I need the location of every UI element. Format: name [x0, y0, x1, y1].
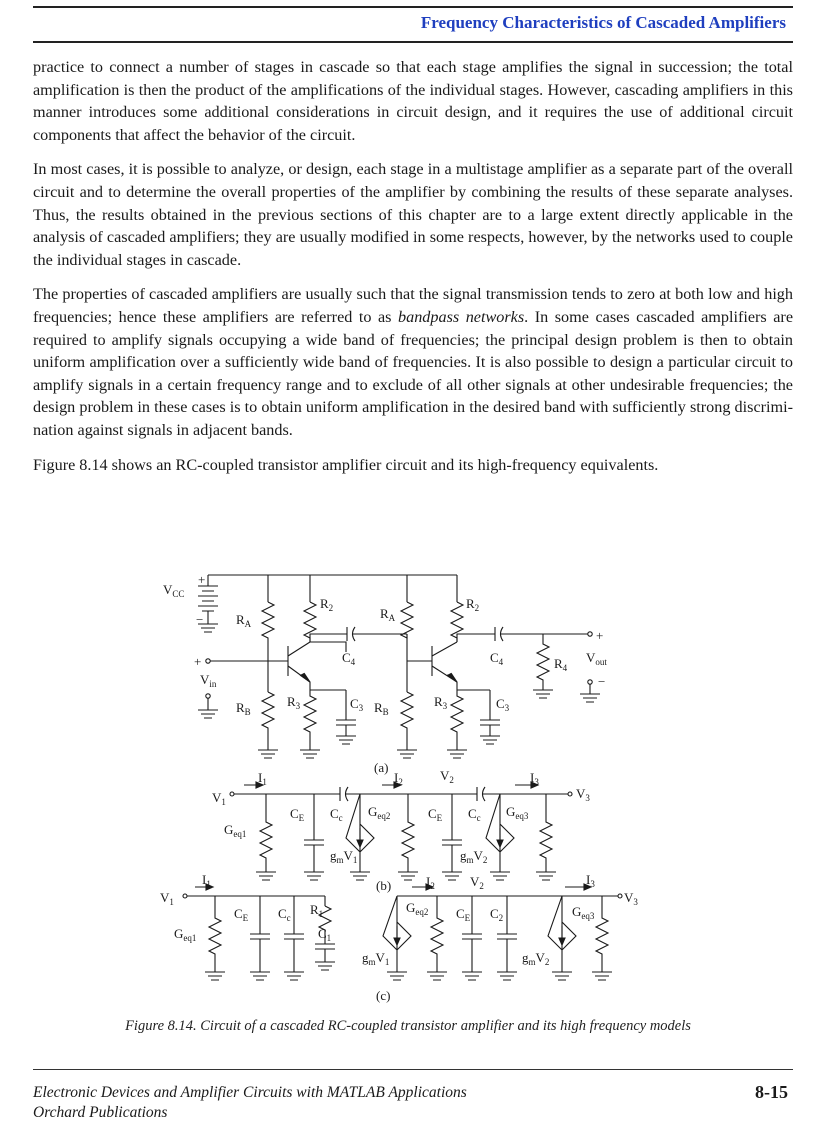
label-b-i3: $I_3$ [530, 770, 539, 787]
label-c-geq3: $G_{eq3}$ [572, 904, 595, 921]
label-vin: $V_{in}$ [200, 672, 217, 689]
label-vcc: $V_{CC}$ [163, 582, 185, 599]
label-r3-2: $R_3$ [434, 694, 448, 711]
label-c4-1: $C_4$ [342, 650, 356, 667]
label-c-c1: $C_1$ [318, 926, 332, 943]
label-r2-2: $R_2$ [466, 596, 480, 613]
label-b-geq3: $G_{eq3}$ [506, 804, 529, 821]
running-header-title: Frequency Characteristics of Cascaded Amplifiers [420, 13, 786, 32]
label-b-v1: $V_1$ [212, 790, 226, 807]
circuit-diagram [150, 572, 650, 1012]
label-in-plus: + [194, 654, 202, 669]
label-r3-1: $R_3$ [287, 694, 301, 711]
label-c-i1: $I_1$ [202, 872, 211, 889]
label-c-ce1: $C_E$ [234, 906, 249, 923]
label-b-cc1: $C_c$ [330, 806, 343, 823]
label-ra-2: $R_A$ [380, 606, 396, 623]
label-b-gmv2: $g_mV_2$ [460, 848, 488, 865]
label-c-r1: $R_1$ [310, 902, 324, 919]
label-c-geq2: $G_{eq2}$ [406, 900, 429, 917]
label-vcc-minus: − [196, 612, 204, 627]
figure-8-14 [150, 572, 650, 1012]
label-b-v3: $V_3$ [576, 786, 590, 803]
paragraph-4: Figure 8.14 shows an RC-coupled transistor amplifier circuit and its high-frequency equivalents. [33, 455, 659, 474]
label-vcc-plus: + [198, 572, 206, 587]
label-part-b: (b) [376, 878, 392, 893]
footer-rule [33, 1069, 793, 1070]
label-c3-2: $C_3$ [496, 696, 510, 713]
body-text [33, 56, 793, 488]
label-b-ce1: $C_E$ [290, 806, 305, 823]
label-b-cc2: $C_c$ [468, 806, 481, 823]
circuit-b [230, 785, 572, 880]
label-c-i3: $I_3$ [586, 872, 595, 889]
label-c3-1: $C_3$ [350, 696, 364, 713]
figure-caption: Figure 8.14. Circuit of a cascaded RC-coupled transistor amplifier and its high frequency models [125, 1018, 691, 1034]
label-c4-2: $C_4$ [490, 650, 504, 667]
label-b-i2: $I_2$ [394, 770, 403, 787]
label-ra-1: $R_A$ [236, 612, 252, 629]
label-b-v2: $V_2$ [440, 768, 454, 785]
label-b-gmv1: $g_mV_1$ [330, 848, 358, 865]
label-out-minus: − [598, 674, 606, 689]
footer-book-info [33, 1083, 467, 1123]
label-c-cc: $C_c$ [278, 906, 291, 923]
circuit-a [198, 575, 600, 758]
label-vout: $V_{out}$ [586, 650, 607, 667]
header-rule [33, 41, 793, 43]
paragraph-1: practice to connect a number of stages in cascade so that each stage amplifies the signal in succession; the total amplification is then the product of the amplifications of the individual stages. However, cascading amplifiers in this manner introduces some additional considerations in circuit design, and it requires the use of additional circuit components that affect the behavior of the circuit. [33, 58, 793, 144]
label-c-v2: $V_2$ [470, 874, 484, 891]
footer-book-title: Electronic Devices and Amplifier Circuits with MATLAB Applications [33, 1084, 467, 1101]
paragraph-3 [33, 283, 793, 441]
footer-publisher: Orchard Publications [33, 1104, 168, 1121]
label-c-gmv2: $g_mV_2$ [522, 950, 550, 967]
label-rb-2: $R_B$ [374, 700, 389, 717]
label-c-geq1: $G_{eq1}$ [174, 926, 197, 943]
label-c-ce2: $C_E$ [456, 906, 471, 923]
label-out-plus: + [596, 628, 604, 643]
label-b-ce2: $C_E$ [428, 806, 443, 823]
circuit-c [183, 887, 622, 980]
bandpass-term: bandpass networks [398, 307, 525, 326]
top-rule [33, 6, 793, 8]
paragraph-2: In most cases, it is possible to analyze, or design, each stage in a multistage amplifier as a separate part of the overall circuit and to determine the overall properties of the amplifier by combining the results of these separate analyses. Thus, the results obtained in the previous sections of this chapter are to a large extent directly applicable in the analysis of cascaded amplifiers; they are usually modified in some respects, however, by the networks used to couple the individual stages in cascade. [33, 160, 793, 269]
label-c-v3: $V_3$ [624, 890, 638, 907]
label-c-gmv1: $g_mV_1$ [362, 950, 390, 967]
label-r2-1: $R_2$ [320, 596, 334, 613]
label-r4: $R_4$ [554, 656, 568, 673]
label-part-a: (a) [374, 760, 389, 775]
label-part-c: (c) [376, 988, 391, 1003]
label-rb-1: $R_B$ [236, 700, 251, 717]
label-c-i2: $I_2$ [426, 874, 435, 891]
label-b-geq1: $G_{eq1}$ [224, 822, 247, 839]
label-b-geq2: $G_{eq2}$ [368, 804, 391, 821]
label-b-i1: $I_1$ [258, 770, 267, 787]
paragraph-3-start: The properties of cascaded amplifiers are usually such that the signal transmission tends to zero at both low and high frequencies; hence these amplifiers are referred to as [33, 285, 793, 326]
label-c-c2: $C_2$ [490, 906, 504, 923]
paragraph-3-end: . In some cases cascaded amplifiers are required to amplify signals occupying a wide band of frequencies; the principal design problem is then to obtain uniform amplification over a sufficiently wide band of frequencies. It is also possible to design a particular circuit to amplify signals in a certain frequency range and to exclude of all other signals at other undesirable frequencies; the design problem in these cases is to obtain uniform amplification in the desired band with sufficiently strong discrimination against signals in adjacent bands. [33, 307, 793, 439]
label-c-v1: $V_1$ [160, 890, 174, 907]
page-number: 8-15 [755, 1082, 788, 1102]
